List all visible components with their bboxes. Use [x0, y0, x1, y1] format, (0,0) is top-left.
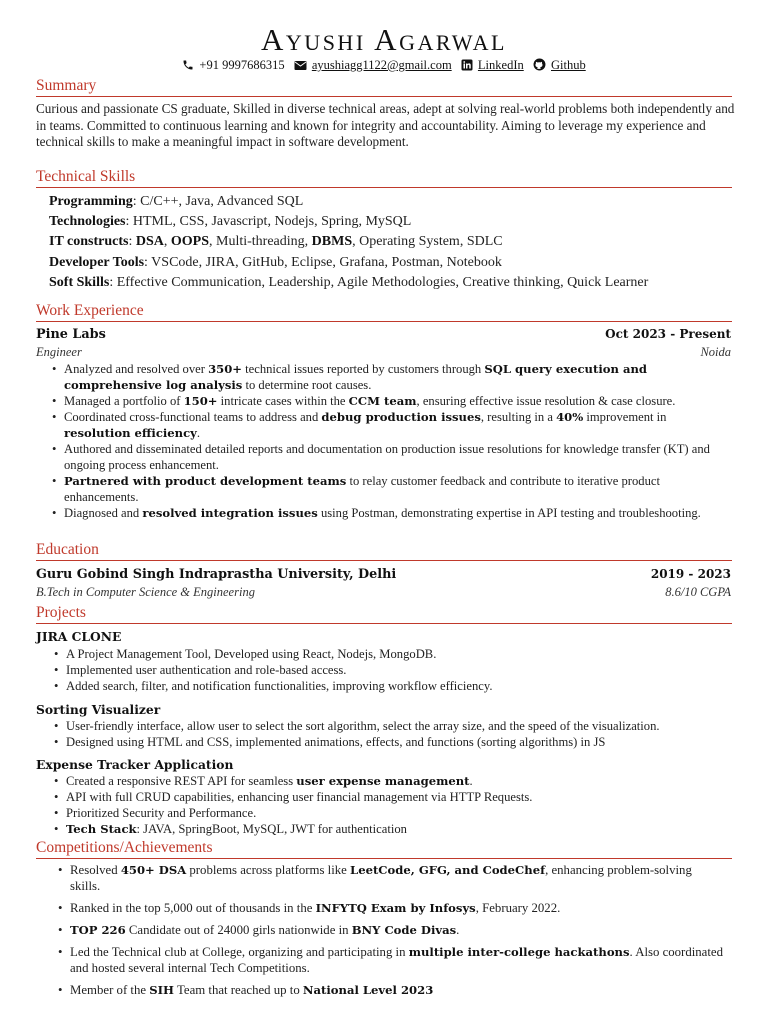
text-span: , resulting in a [480, 410, 557, 424]
text-span: . [456, 923, 460, 937]
emphasis-text: 450+ DSA [120, 863, 187, 877]
envelope-icon [294, 60, 307, 72]
emphasis-text: 40% [556, 410, 584, 424]
bullet-item [50, 773, 730, 789]
emphasis-text: BNY Code Divas [351, 923, 457, 937]
text-span: . [196, 426, 201, 440]
email-address: ayushiagg1122@gmail.com [311, 58, 452, 72]
text-span: Designed using HTML and CSS, implemented animations, effects, and functions (sorting algorithms) in JS [66, 735, 606, 749]
emphasis-text: DSA [135, 234, 164, 249]
github-link[interactable] [533, 58, 586, 73]
emphasis-text: 350+ [208, 362, 242, 376]
project-title: Expense Tracker Application [36, 757, 234, 772]
text-span: Coordinated cross-functional teams to address and [64, 410, 322, 424]
emphasis-text: multiple inter-college hackathons [408, 945, 630, 959]
bullet-item [48, 361, 728, 393]
emphasis-text: resolved integration issues [142, 506, 318, 520]
bullet-item [54, 922, 724, 938]
skill-row [49, 274, 648, 292]
text-span: Prioritized Security and Performance. [66, 806, 257, 820]
skill-label: Programming [49, 194, 133, 209]
skill-row [49, 254, 502, 272]
emphasis-text: SIH [149, 983, 174, 997]
text-span: technical issues reported by customers through [242, 362, 485, 376]
emphasis-text: 150+ [183, 394, 218, 408]
work-bullet-list [48, 361, 728, 521]
projects-heading: Projects [36, 604, 732, 624]
text-span: Authored and disseminated detailed reports and documentation on production issue resolutions for knowledge transfer (KT) and ongoing process enhancement. [64, 442, 710, 472]
text-span: , enhancing problem-solving skills. [70, 863, 692, 893]
text-span: intricate cases within the [217, 394, 349, 408]
summary-heading: Summary [36, 77, 732, 97]
emphasis-text: Partnered with product development teams [64, 474, 347, 488]
text-span: Created a responsive REST API for seamless [66, 774, 297, 788]
emphasis-text: Tech Stack [66, 822, 137, 836]
text-span: to determine root causes. [242, 378, 372, 392]
text-span: Ranked in the top 5,000 out of thousands in the [70, 901, 316, 915]
bullet-item [50, 718, 730, 734]
text-span: . Also coordinated and hosted several internal Tech Competitions. [70, 945, 723, 975]
emphasis-text: National Level 2023 [302, 983, 434, 997]
emphasis-text: TOP 226 [70, 923, 126, 937]
text-span: A Project Management Tool, Developed using React, Nodejs, MongoDB. [66, 647, 437, 661]
phone-contact[interactable] [182, 58, 284, 73]
project-title: JIRA CLONE [36, 629, 122, 644]
emphasis-text: DBMS [311, 234, 353, 249]
skill-row [49, 213, 411, 231]
text-span: : [128, 234, 136, 249]
text-span: Managed a portfolio of [64, 394, 184, 408]
education-heading: Education [36, 541, 732, 561]
text-span: : HTML, CSS, Javascript, Nodejs, Spring, MySQL [125, 214, 412, 229]
text-span: , [163, 234, 171, 249]
bullet-item [50, 789, 730, 805]
text-span: to relay customer feedback and contribute to iterative product enhancements. [64, 474, 660, 504]
skill-row [49, 193, 303, 211]
project-bullet-list [50, 646, 730, 694]
text-span: , ensuring effective issue resolution & case closure. [416, 394, 676, 408]
text-span: Resolved [70, 863, 121, 877]
bullet-item [50, 646, 730, 662]
bullet-item [50, 662, 730, 678]
job-role: Engineer [36, 345, 82, 359]
linkedin-link[interactable] [461, 58, 524, 73]
phone-number: +91 9997686315 [199, 58, 285, 72]
bullet-item [50, 678, 730, 694]
bullet-item [48, 441, 728, 473]
project-title: Sorting Visualizer [36, 702, 161, 717]
achievements-heading: Competitions/Achievements [36, 839, 732, 859]
text-span: Implemented user authentication and role-based access. [66, 663, 347, 677]
text-span: User-friendly interface, allow user to select the sort algorithm, select the array size, and the speed of the visualization. [66, 719, 660, 733]
summary-text: Curious and passionate CS graduate, Skilled in diverse technical areas, adept at solving real-world problems both independently and in teams. Committed to continuous learning and known for integrity and accountability. Aiming to leverage my experience and technical skills to make a meaningful impact in software development. [36, 101, 735, 149]
text-span: , Multi-threading, [209, 234, 312, 249]
degree: B.Tech in Computer Science & Engineering [36, 585, 255, 599]
skills-heading: Technical Skills [36, 168, 732, 188]
school-name: Guru Gobind Singh Indraprastha University, Delhi [36, 567, 397, 582]
project-bullet-list [50, 718, 730, 750]
text-span: Led the Technical club at College, organizing and participating in [70, 945, 409, 959]
text-span: API with full CRUD capabilities, enhancing user financial management via HTTP Requests. [66, 790, 533, 804]
work-dates: Oct 2023 - Present [605, 327, 731, 341]
skill-label: Developer Tools [49, 255, 145, 270]
phone-icon [182, 59, 194, 72]
bullet-item [54, 944, 724, 976]
education-dates: 2019 - 2023 [650, 567, 731, 581]
text-span: : C/C++, Java, Advanced SQL [132, 194, 304, 209]
bullet-item [54, 900, 724, 916]
emphasis-text: debug production issues [321, 410, 481, 424]
linkedin-icon [461, 59, 473, 72]
job-location: Noida [700, 345, 731, 359]
company-name: Pine Labs [36, 327, 106, 342]
github-icon [533, 58, 546, 72]
skill-label: Technologies [49, 214, 126, 229]
text-span: , February 2022. [475, 901, 561, 915]
emphasis-text: user expense management [296, 774, 470, 788]
bullet-item [48, 393, 728, 409]
emphasis-text: OOPS [170, 234, 209, 249]
github-label: Github [551, 58, 586, 72]
achievements-bullet-list [54, 862, 724, 1004]
text-span: Added search, filter, and notification functionalities, improving workflow efficiency. [66, 679, 493, 693]
skill-label: Soft Skills [49, 275, 110, 290]
project-bullet-list [50, 773, 730, 837]
skill-label: IT constructs [49, 234, 129, 249]
email-link[interactable] [294, 58, 452, 73]
text-span: : Effective Communication, Leadership, Agile Methodologies, Creative thinking, Quick Learner [109, 275, 649, 290]
contact-bar [0, 58, 768, 73]
skill-row [49, 233, 503, 251]
text-span: : VSCode, JIRA, GitHub, Eclipse, Grafana, Postman, Notebook [144, 255, 502, 270]
text-span: . [469, 774, 473, 788]
bullet-item [50, 734, 730, 750]
text-span: Analyzed and resolved over [64, 362, 209, 376]
emphasis-text: LeetCode, GFG, and CodeChef [350, 863, 546, 877]
emphasis-text: resolution efficiency [64, 426, 197, 440]
candidate-name: Ayushi Agarwal [261, 22, 507, 57]
text-span: , Operating System, SDLC [352, 234, 503, 249]
text-span: improvement in [583, 410, 667, 424]
text-span: : JAVA, SpringBoot, MySQL, JWT for authentication [136, 822, 407, 836]
bullet-item [50, 805, 730, 821]
cgpa: 8.6/10 CGPA [665, 585, 731, 599]
bullet-item [48, 473, 728, 505]
work-heading: Work Experience [36, 302, 732, 322]
emphasis-text: INFYTQ Exam by Infosys [315, 901, 476, 915]
emphasis-text: SQL query execution and comprehensive log analysis [64, 362, 647, 392]
bullet-item [48, 505, 728, 521]
text-span: Team that reached up to [174, 983, 303, 997]
text-span: Candidate out of 24000 girls nationwide in [125, 923, 352, 937]
bullet-item [48, 409, 728, 441]
text-span: problems across platforms like [186, 863, 351, 877]
bullet-item [54, 982, 724, 998]
bullet-item [54, 862, 724, 894]
text-span: Member of the [70, 983, 150, 997]
text-span: Diagnosed and [64, 506, 143, 520]
text-span: using Postman, demonstrating expertise in API testing and troubleshooting. [317, 506, 701, 520]
linkedin-label: LinkedIn [477, 58, 524, 72]
emphasis-text: CCM team [348, 394, 417, 408]
bullet-item [50, 821, 730, 837]
